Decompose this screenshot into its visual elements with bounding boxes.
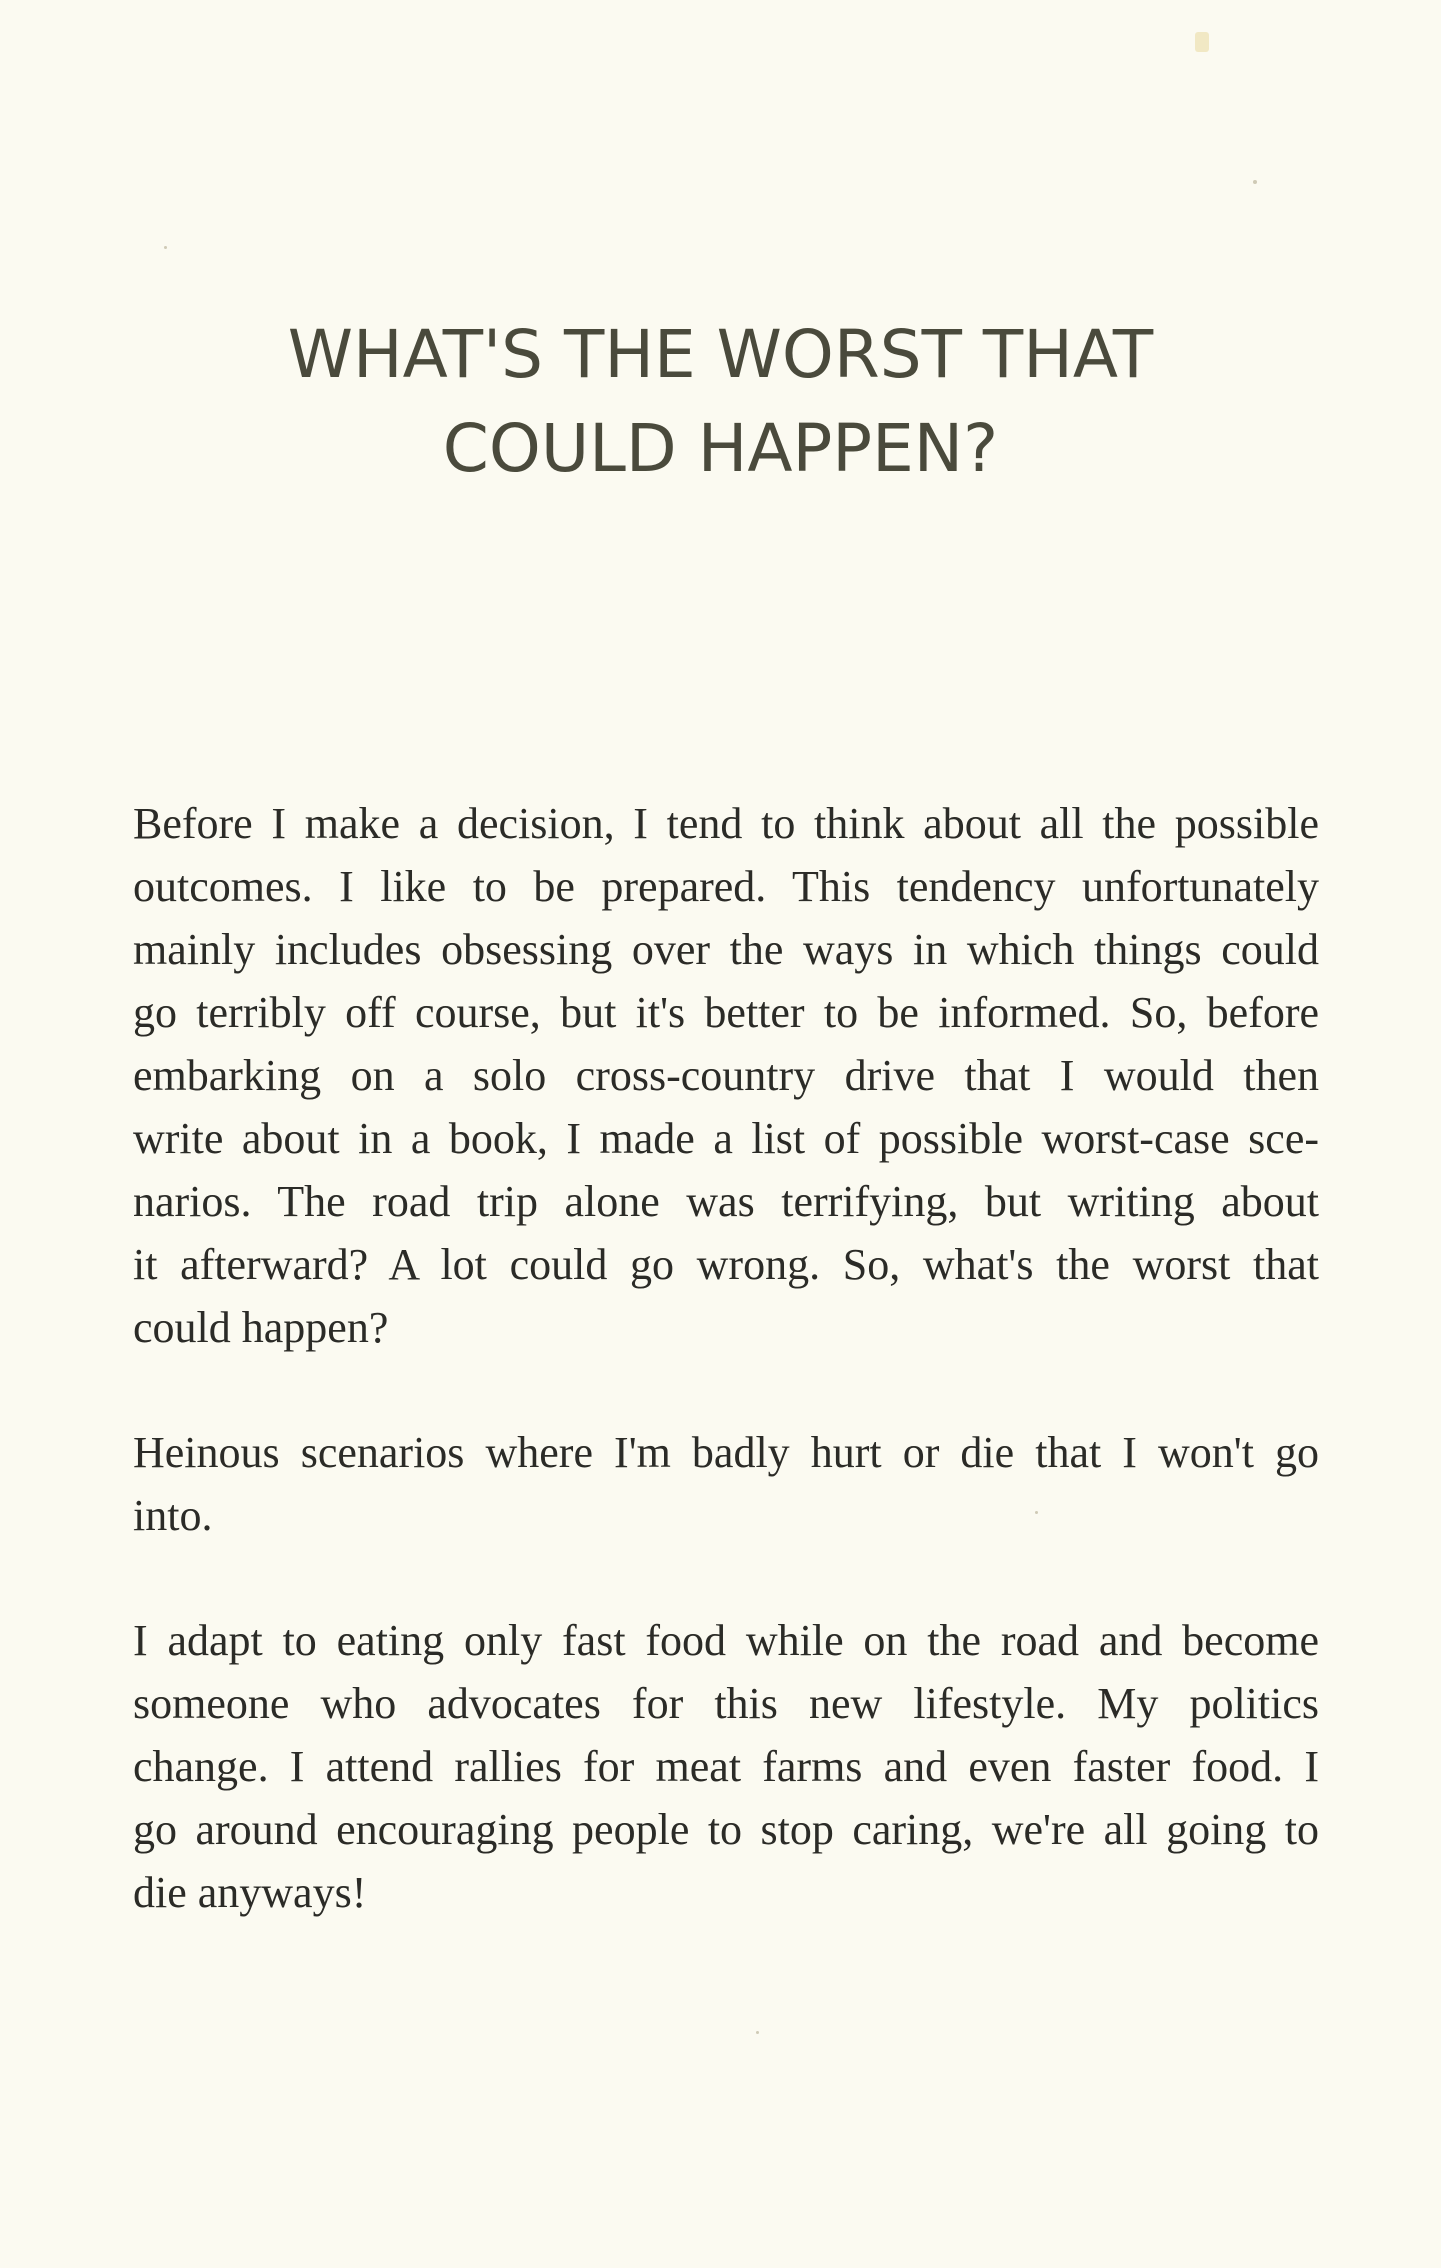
text-line: could happen? [133,1303,389,1352]
chapter-title-line-2: COULD HAPPEN? [442,410,999,487]
text-line: it afterward? A lot could go wrong. So, what's the worst that [133,1240,1319,1289]
text-line: die anyways! [133,1868,367,1917]
text-line: Heinous scenarios where I'm badly hurt or die that I won't go [133,1428,1319,1477]
chapter-title-line-1: WHAT'S THE WORST THAT [287,316,1154,393]
paper-speck [164,246,167,249]
text-line: go around encouraging people to stop caring, we're all going to [133,1805,1319,1854]
paper-speck [1035,1511,1038,1514]
paragraph-3 [133,1609,1319,1924]
text-line: I adapt to eating only fast food while on the road and become [133,1616,1319,1665]
text-line: embarking on a solo cross-country drive that I would then [133,1051,1319,1100]
chapter-title [0,308,1441,496]
text-line: mainly includes obsessing over the ways in which things could [133,925,1319,974]
paper-speck [756,2031,759,2034]
text-line: narios. The road trip alone was terrifying, but writing about [133,1177,1319,1226]
paper-speck [1253,180,1257,184]
text-line: into. [133,1491,213,1540]
body-text [133,792,1319,1986]
text-line: change. I attend rallies for meat farms and even faster food. I [133,1742,1319,1791]
text-line: someone who advocates for this new lifestyle. My politics [133,1679,1319,1728]
text-line: write about in a book, I made a list of possible worst-case sce- [133,1114,1319,1163]
text-line: Before I make a decision, I tend to think about all the possible [133,799,1319,848]
paragraph-1 [133,792,1319,1359]
text-line: outcomes. I like to be prepared. This tendency unfortunately [133,862,1319,911]
text-line: go terribly off course, but it's better to be informed. So, before [133,988,1319,1037]
paragraph-2 [133,1421,1319,1547]
paper-speck [1195,32,1209,52]
